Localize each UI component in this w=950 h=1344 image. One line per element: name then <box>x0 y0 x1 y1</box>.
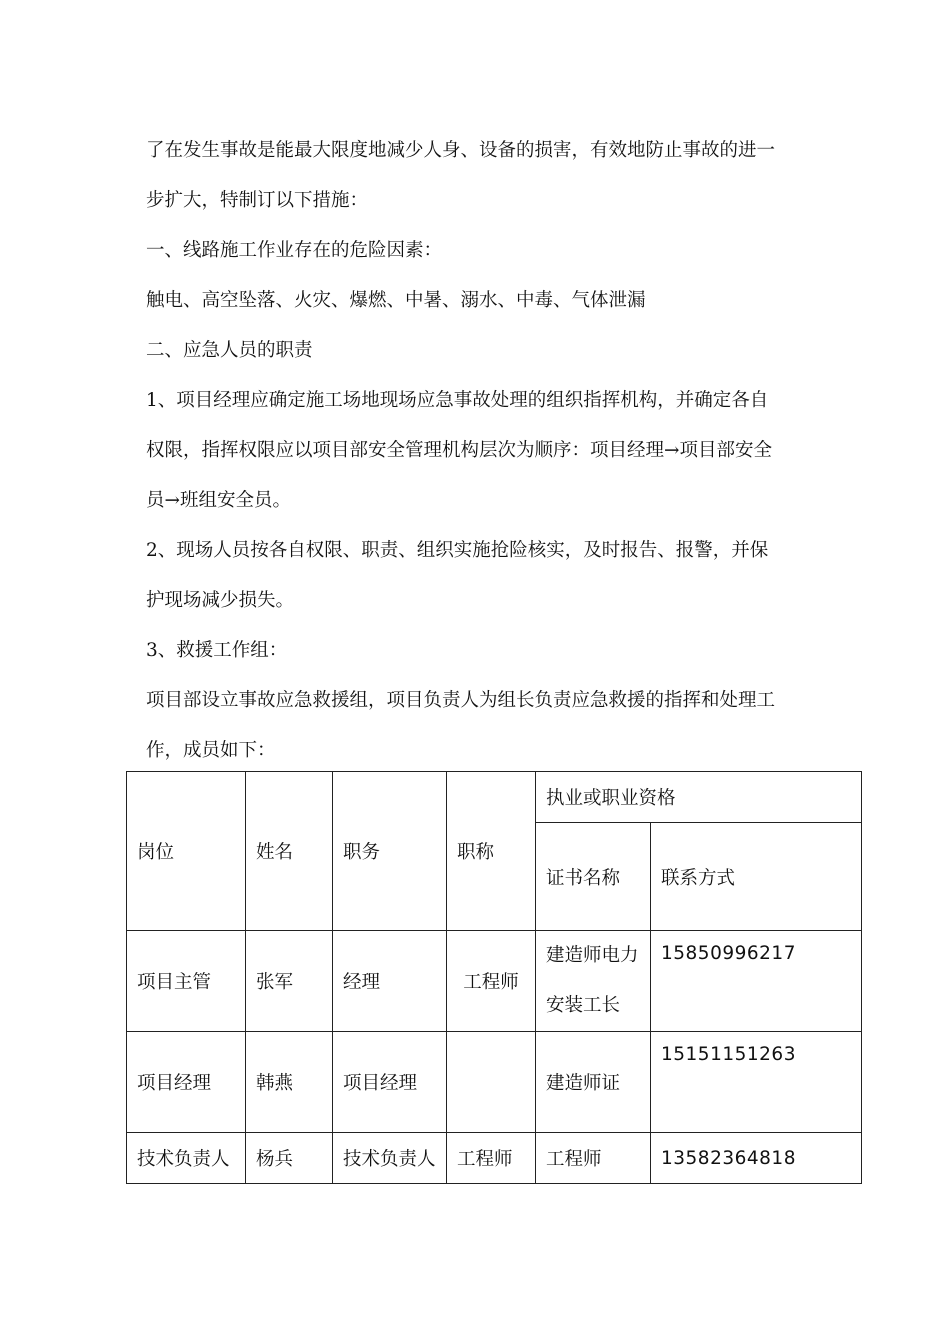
paragraph-line: 2、现场人员按各自权限、职责、组织实施抢险核实，及时报告、报警，并保 <box>146 540 769 561</box>
header-certificate: 证书名称 <box>536 823 651 931</box>
cell-duty: 技术负责人 <box>333 1133 447 1184</box>
section-heading: 3、救援工作组： <box>146 640 288 661</box>
certificate-line: 建造师电力 <box>546 945 639 966</box>
header-position: 岗位 <box>127 772 246 931</box>
cell-duty: 经理 <box>333 931 447 1032</box>
header-contact: 联系方式 <box>651 823 862 931</box>
cell-contact: 13582364818 <box>651 1133 862 1184</box>
table-row <box>127 931 862 1032</box>
section-heading: 一、线路施工作业存在的危险因素： <box>146 240 443 261</box>
table-row <box>127 1032 862 1133</box>
paragraph-line: 员→班组安全员。 <box>146 490 292 511</box>
paragraph-line: 触电、高空坠落、火灾、爆燃、中暑、溺水、中毒、气体泄漏 <box>146 290 646 311</box>
cell-name: 杨兵 <box>246 1133 333 1184</box>
cell-duty: 项目经理 <box>333 1032 447 1133</box>
certificate-line: 安装工长 <box>546 995 621 1016</box>
cell-title: 工程师 <box>447 931 536 1032</box>
paragraph-line: 步扩大，特制订以下措施： <box>146 190 369 211</box>
header-title: 职称 <box>447 772 536 931</box>
cell-title <box>447 1032 536 1133</box>
cell-contact: 15151151263 <box>651 1032 862 1133</box>
cell-position: 技术负责人 <box>127 1133 246 1184</box>
header-qualification: 执业或职业资格 <box>536 772 862 823</box>
paragraph-line: 1、项目经理应确定施工场地现场应急事故处理的组织指挥机构，并确定各自 <box>146 390 769 411</box>
header-duty: 职务 <box>333 772 447 931</box>
header-name: 姓名 <box>246 772 333 931</box>
paragraph-line: 护现场减少损失。 <box>146 590 295 611</box>
cell-position: 项目经理 <box>127 1032 246 1133</box>
paragraph-line: 项目部设立事故应急救援组，项目负责人为组长负责应急救援的指挥和处理工 <box>146 690 776 711</box>
paragraph-line: 作，成员如下： <box>146 740 276 761</box>
cell-certificate: 建造师证 <box>536 1032 651 1133</box>
table-header-row <box>127 772 862 823</box>
staff-table <box>126 771 862 1184</box>
paragraph-line: 权限，指挥权限应以项目部安全管理机构层次为顺序：项目经理→项目部安全 <box>146 440 773 461</box>
cell-name: 张军 <box>246 931 333 1032</box>
cell-contact: 15850996217 <box>651 931 862 1032</box>
table-row <box>127 1133 862 1184</box>
cell-certificate <box>536 931 651 1032</box>
section-heading: 二、应急人员的职责 <box>146 340 313 361</box>
paragraph-line: 了在发生事故是能最大限度地减少人身、设备的损害，有效地防止事故的进一 <box>146 140 776 161</box>
cell-position: 项目主管 <box>127 931 246 1032</box>
cell-certificate: 工程师 <box>536 1133 651 1184</box>
cell-title: 工程师 <box>447 1133 536 1184</box>
cell-name: 韩燕 <box>246 1032 333 1133</box>
